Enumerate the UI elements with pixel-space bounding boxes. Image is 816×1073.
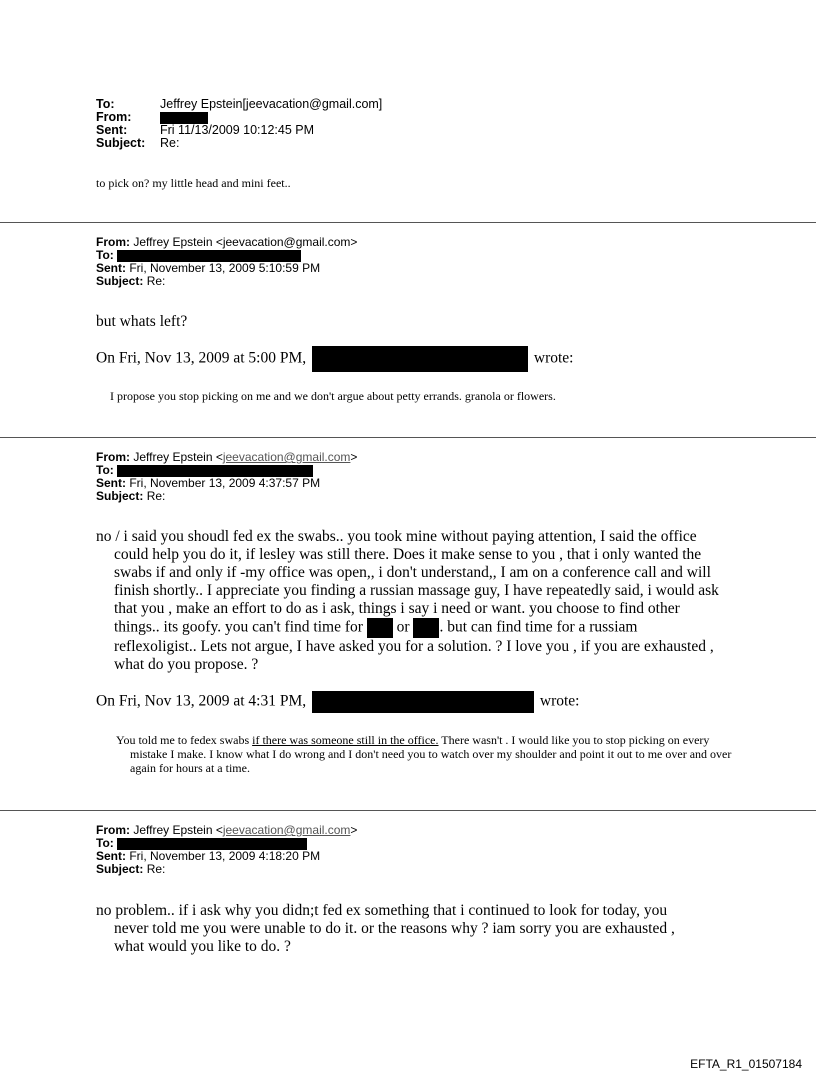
- redaction-box: [160, 112, 208, 124]
- message2-header: [96, 451, 596, 503]
- message1-from-row: [96, 236, 596, 249]
- message2-sent-label: Sent:: [96, 476, 126, 490]
- header-to-row: [96, 98, 596, 111]
- message2-from-row: [96, 451, 596, 464]
- message2-quote-text: [116, 733, 734, 775]
- header-subject-row: [96, 137, 596, 150]
- message1-to-label: To:: [96, 248, 114, 262]
- separator-line: [0, 810, 816, 811]
- message1-sent-value: Fri, November 13, 2009 5:10:59 PM: [129, 261, 321, 275]
- message2-sent-value: Fri, November 13, 2009 4:37:57 PM: [129, 476, 321, 490]
- header-sent-label: Sent:: [96, 123, 128, 137]
- message2-subject-value: Re:: [146, 489, 166, 503]
- message3-from-row: [96, 824, 596, 837]
- message1-quote-wrote: wrote:: [533, 349, 574, 367]
- message2-quote-wrote: wrote:: [539, 692, 580, 710]
- message3-from-label: From:: [96, 823, 130, 837]
- message2-to-label: To:: [96, 463, 114, 477]
- message1-subject-row: [96, 275, 596, 288]
- message1-subject-label: Subject:: [96, 274, 144, 288]
- header-subject-label: Subject:: [96, 136, 146, 150]
- message2-body-part2: . but can find time for a russiam reflexoligist.. Lets not argue, I have asked you for a solution. ? I love you , if you are exhausted , what do you propose. ?: [114, 618, 714, 673]
- message3-sent-row: [96, 850, 596, 863]
- message3-subject-row: [96, 863, 596, 876]
- message2-sent-row: [96, 477, 596, 490]
- message2-body: [96, 528, 720, 674]
- top-email-header: [96, 98, 596, 150]
- document-id: EFTA_R1_01507184: [690, 1057, 802, 1071]
- message3-sent-label: Sent:: [96, 849, 126, 863]
- separator-line: [0, 437, 816, 438]
- header-subject-value: Re:: [160, 136, 180, 150]
- message2-quote-intro: On Fri, Nov 13, 2009 at 4:31 PM,: [96, 692, 307, 710]
- message2-body-part1: no / i said you shoudl fed ex the swabs.. you took mine without paying attention, I said the office could help you do it, if lesley was still there. Does it make sense to you , that i only wanted the swabs if and only if -my office was open,, i don't understand,, I am on a conference call and will finish shortly.. I appreciate you finding a russian massage guy, I have repeatedly said, i would ask that you , make an effort to do as i ask, things i say i need or want. you choose to find other things.. its goofy. you can't find time for: [96, 528, 719, 636]
- message2-from-close: >: [350, 450, 358, 464]
- message3-sent-value: Fri, November 13, 2009 4:18:20 PM: [129, 849, 321, 863]
- message1-from-label: From:: [96, 235, 130, 249]
- message1-quote-intro: On Fri, Nov 13, 2009 at 5:00 PM,: [96, 349, 307, 367]
- message2-from-label: From:: [96, 450, 130, 464]
- message1-quote-text: I propose you stop picking on me and we don't argue about petty errands. granola or flowers.: [110, 389, 556, 403]
- message1-body: but whats left?: [96, 313, 188, 330]
- message2-quote-part-b: There wasn't . I would like you to stop picking on every mistake I make. I know what I do wrong and I don't need you to watch over my shoulder and point it out to me over and over again for hours at a time.: [130, 733, 732, 775]
- header-body-text: to pick on? my little head and mini feet..: [96, 176, 291, 190]
- message2-subject-label: Subject:: [96, 489, 144, 503]
- message2-subject-row: [96, 490, 596, 503]
- message2-from-email-link[interactable]: jeevacation@gmail.com: [222, 450, 351, 464]
- redaction-box: [367, 618, 393, 638]
- redaction-box: [312, 691, 534, 713]
- message3-from-name: Jeffrey Epstein <: [133, 823, 223, 837]
- redaction-box: [312, 346, 528, 372]
- message1-from-value: Jeffrey Epstein <jeevacation@gmail.com>: [133, 235, 358, 249]
- header-to-value: Jeffrey Epstein[jeevacation@gmail.com]: [160, 97, 383, 111]
- message2-quote-intro-row: [96, 691, 579, 713]
- message1-sent-label: Sent:: [96, 261, 126, 275]
- message3-body: [96, 902, 704, 956]
- message3-subject-value: Re:: [146, 862, 166, 876]
- message2-body-paragraph: [96, 528, 720, 674]
- message2-quote-underlined: if there was someone still in the office.: [252, 733, 439, 747]
- separator-line: [0, 222, 816, 223]
- message3-header: [96, 824, 596, 876]
- message2-body-or: or: [396, 618, 410, 636]
- message3-subject-label: Subject:: [96, 862, 144, 876]
- header-to-label: To:: [96, 97, 115, 111]
- message3-body-paragraph: no problem.. if i ask why you didn;t fed ex something that i continued to look for today, you never told me you were unable to do it. or the reasons why ? iam sorry you are exhausted , what would you like to do. ?: [96, 902, 675, 955]
- message1-header: [96, 236, 596, 288]
- header-from-label: From:: [96, 110, 132, 124]
- message1-subject-value: Re:: [146, 274, 166, 288]
- message3-to-label: To:: [96, 836, 114, 850]
- header-sent-value: Fri 11/13/2009 10:12:45 PM: [160, 123, 315, 137]
- message2-quote-part-a: You told me to fedex swabs: [116, 733, 253, 747]
- redaction-box: [413, 618, 439, 638]
- message3-from-close: >: [350, 823, 358, 837]
- message1-quote-intro-row: [96, 346, 573, 372]
- message1-sent-row: [96, 262, 596, 275]
- message3-from-email-link[interactable]: jeevacation@gmail.com: [222, 823, 351, 837]
- message2-from-name: Jeffrey Epstein <: [133, 450, 223, 464]
